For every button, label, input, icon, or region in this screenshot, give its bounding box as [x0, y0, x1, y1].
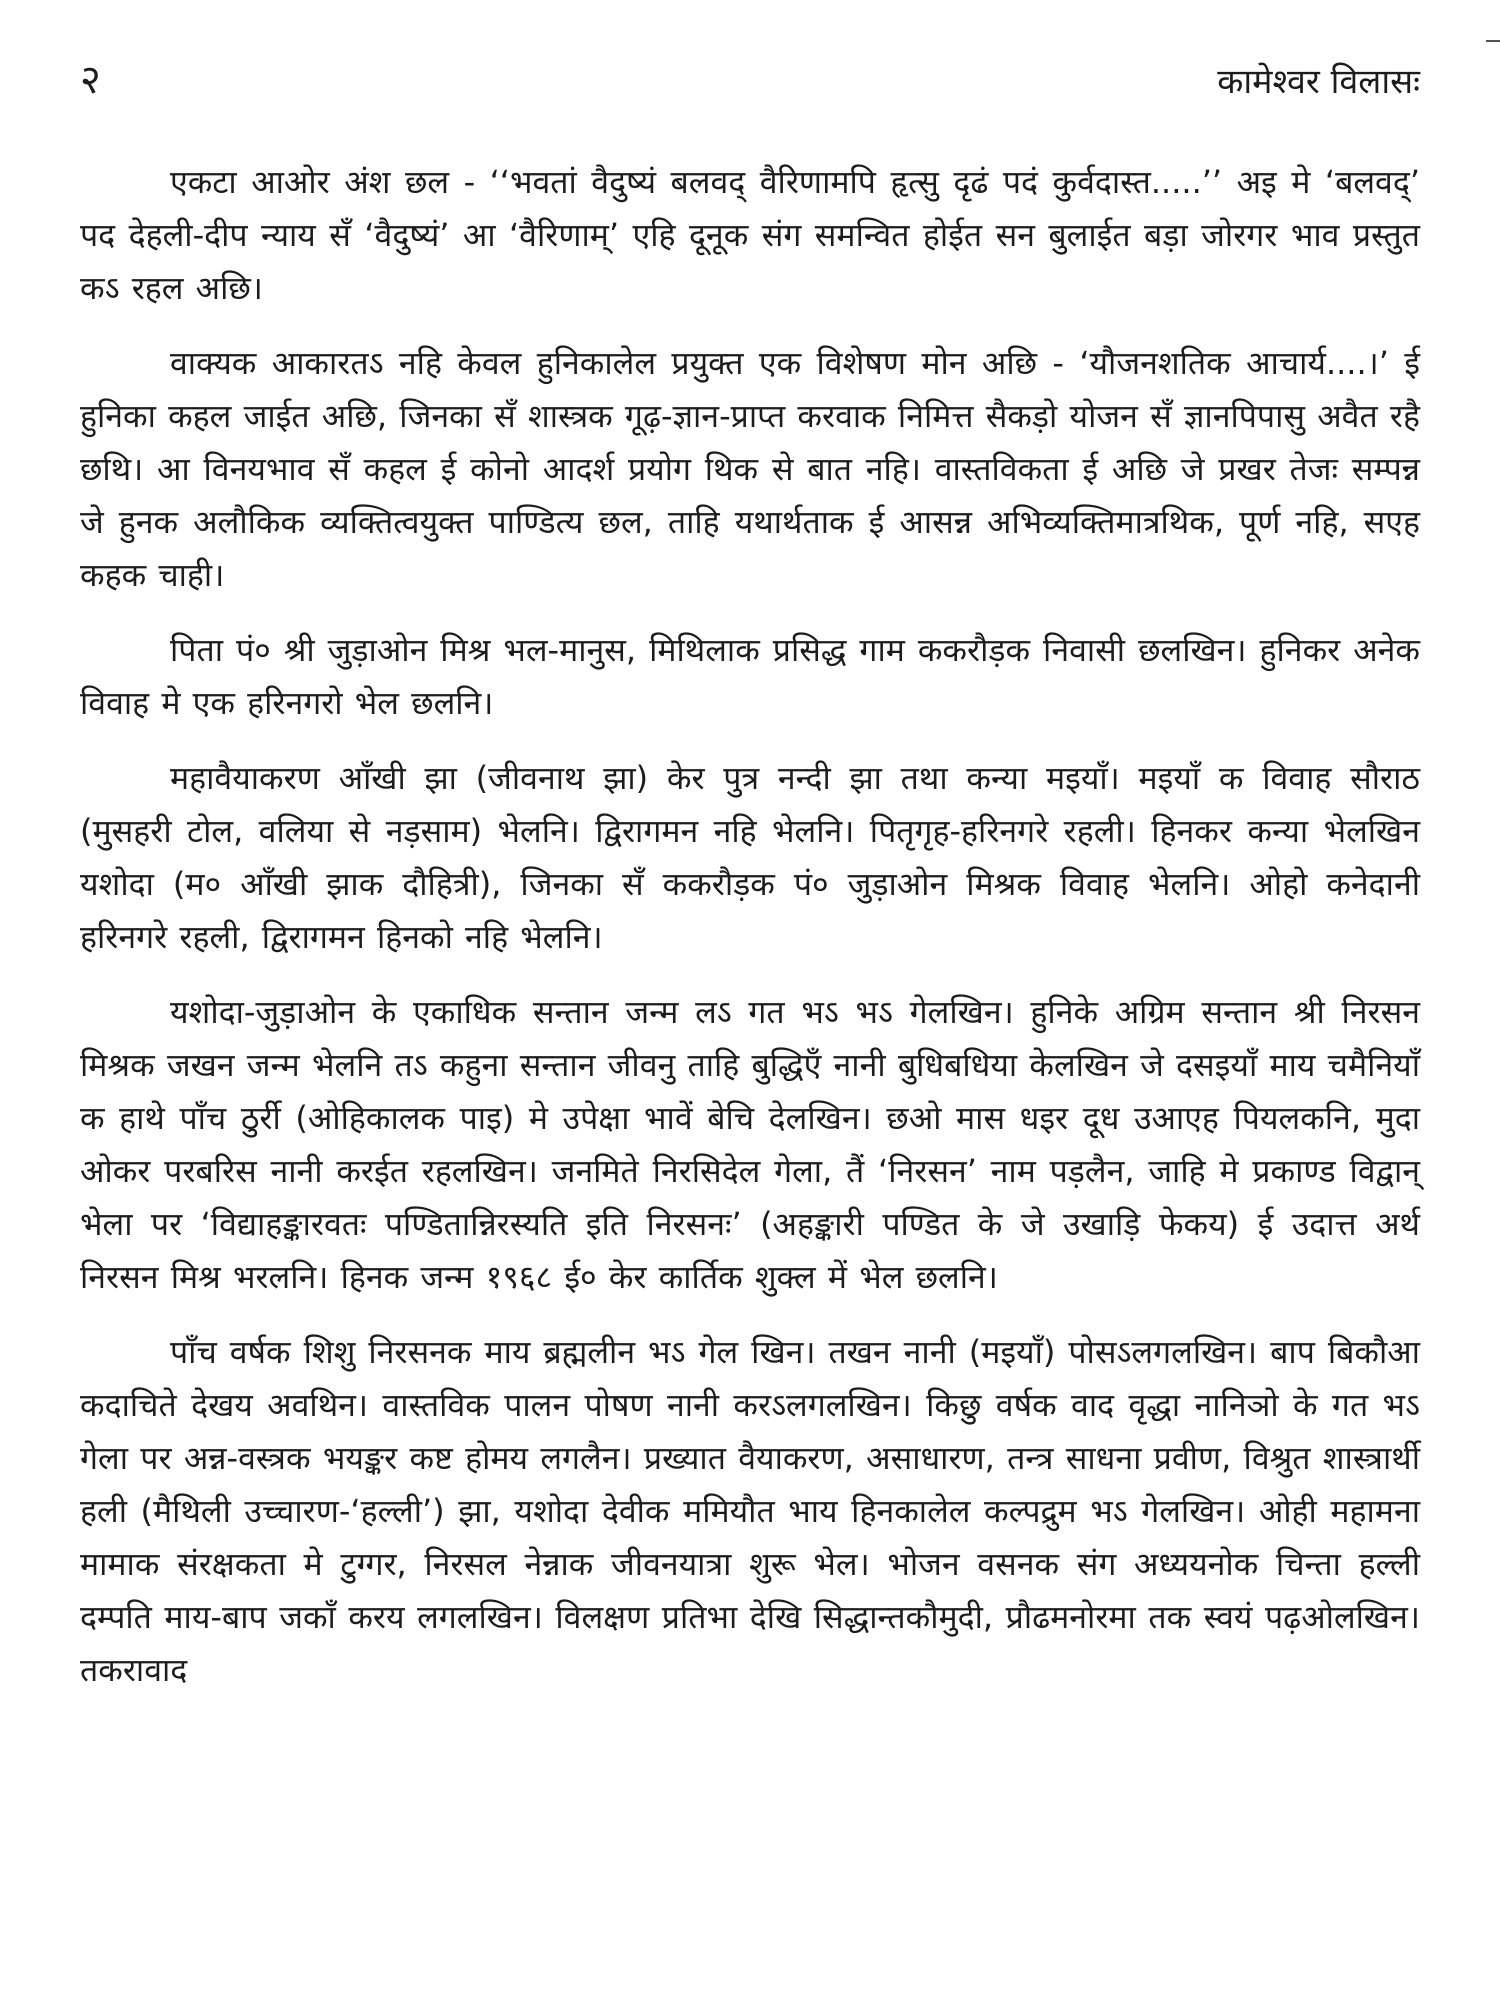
- paragraph: यशोदा-जुड़ाओन के एकाधिक सन्तान जन्म लऽ गत भऽ भऽ गेलखिन। हुनिके अग्रिम सन्तान श्री निरसन मिश्रक जखन जन्म भेलनि तऽ कहुना सन्तान जीवनु ताहि बुद्धिएँ नानी बुधिबधिया केलखिन जे दसइयाँ माय चमैनियाँ क हाथे पाँच ठुर्री (ओहिकालक पाइ) मे उपेक्षा भावें बेचि देलखिन। छओ मास धइर दूध उआएह पियलकनि, मुदा ओकर परबरिस नानी करईत रहलखिन। जनमिते निरसिदेल गेला, तैं ‘निरसन’ नाम पड़लैन, जाहि मे प्रकाण्ड विद्वान् भेला पर ‘विद्याहङ्कारवतः पण्डितान्निरस्यति इति निरसनः’ (अहङ्कारी पण्डित के जे उखाड़ि फेकय) ई उदात्त अर्थ निरसन मिश्र भरलनि। हिनक जन्म १९६८ ई० केर कार्तिक शुक्ल में भेल छलनि।: [80, 993, 1420, 1296]
- body-text: [80, 156, 1420, 1697]
- page-edge-mark: [1486, 40, 1500, 42]
- paragraph: पिता पं० श्री जुड़ाओन मिश्र भल-मानुस, मिथिलाक प्रसिद्ध गाम ककरौड़क निवासी छलखिन। हुनिकर अनेक विवाह मे एक हरिनगरो भेल छलनि।: [80, 631, 1420, 722]
- page-header: [80, 50, 1420, 120]
- paragraph: पाँच वर्षक शिशु निरसनक माय ब्रह्मलीन भऽ गेल खिन। तखन नानी (मइयाँ) पोसऽलगलखिन। बाप बिकौआ कदाचिते देखय अवथिन। वास्तविक पालन पोषण नानी करऽलगलखिन। किछु वर्षक वाद वृद्धा नानिञो के गत भऽ गेला पर अन्न-वस्त्रक भयङ्कर कष्ट होमय लगलैन। प्रख्यात वैयाकरण, असाधारण, तन्त्र साधना प्रवीण, विश्रुत शास्त्रार्थी हली (मैथिली उच्चारण-‘हल्ली’) झा, यशोदा देवीक ममियौत भाय हिनकालेल कल्पद्रुम भऽ गेलखिन। ओही महामना मामाक संरक्षकता मे टुग्गर, निरसल नेन्नाक जीवनयात्रा शुरू भेल। भोजन वसनक संग अध्ययनोक चिन्ता हल्ली दम्पति माय-बाप जकाँ करय लगलखिन। विलक्षण प्रतिभा देखि सिद्धान्तकौमुदी, प्रौढमनोरमा तक स्वयं पढ़ओलखिन। तकरावाद: [80, 1333, 1420, 1689]
- paragraph: वाक्यक आकारतऽ नहि केवल हुनिकालेल प्रयुक्त एक विशेषण मोन अछि - ‘यौजनशतिक आचार्य....।’ ई हुनिका कहल जाईत अछि, जिनका सँ शास्त्रक गूढ़-ज्ञान-प्राप्त करवाक निमित्त सैकड़ो योजन सँ ज्ञानपिपासु अवैत रहै छथि। आ विनयभाव सँ कहल ई कोनो आदर्श प्रयोग थिक से बात नहि। वास्तविकता ई अछि जे प्रखर तेजः सम्पन्न जे हुनक अलौकिक व्यक्तित्वयुक्त पाण्डित्य छल, ताहि यथार्थताक ई आसन्न अभिव्यक्तिमात्रथिक, पूर्ण नहि, सएह कहक चाही।: [80, 344, 1420, 594]
- running-title: कामेश्वर विलासः: [1217, 62, 1420, 102]
- paragraph: महावैयाकरण आँखी झा (जीवनाथ झा) केर पुत्र नन्दी झा तथा कन्या मइयाँ। मइयाँ क विवाह सौराठ (मुसहरी टोल, वलिया से नड़साम) भेलनि। द्विरागमन नहि भेलनि। पितृगृह-हरिनगरे रहली। हिनकर कन्या भेलखिन यशोदा (म० आँखी झाक दौहित्री), जिनका सँ ककरौड़क पं० जुड़ाओन मिश्रक विवाह भेलनि। ओहो कनेदानी हरिनगरे रहली, द्विरागमन हिनको नहि भेलनि।: [80, 759, 1420, 956]
- page-number: २: [80, 57, 101, 103]
- paragraph: एकटा आओर अंश छल - ‘‘भवतां वैदुष्यं बलवद् वैरिणामपि हृत्सु दृढं पदं कुर्वदास्त.....’’ अइ मे ‘बलवद्’ पद देहली-दीप न्याय सँ ‘वैदुष्यं’ आ ‘वैरिणाम्’ एहि दूनूक संग समन्वित होईत सन बुलाईत बड़ा जोरगर भाव प्रस्तुत कऽ रहल अछि।: [80, 163, 1420, 307]
